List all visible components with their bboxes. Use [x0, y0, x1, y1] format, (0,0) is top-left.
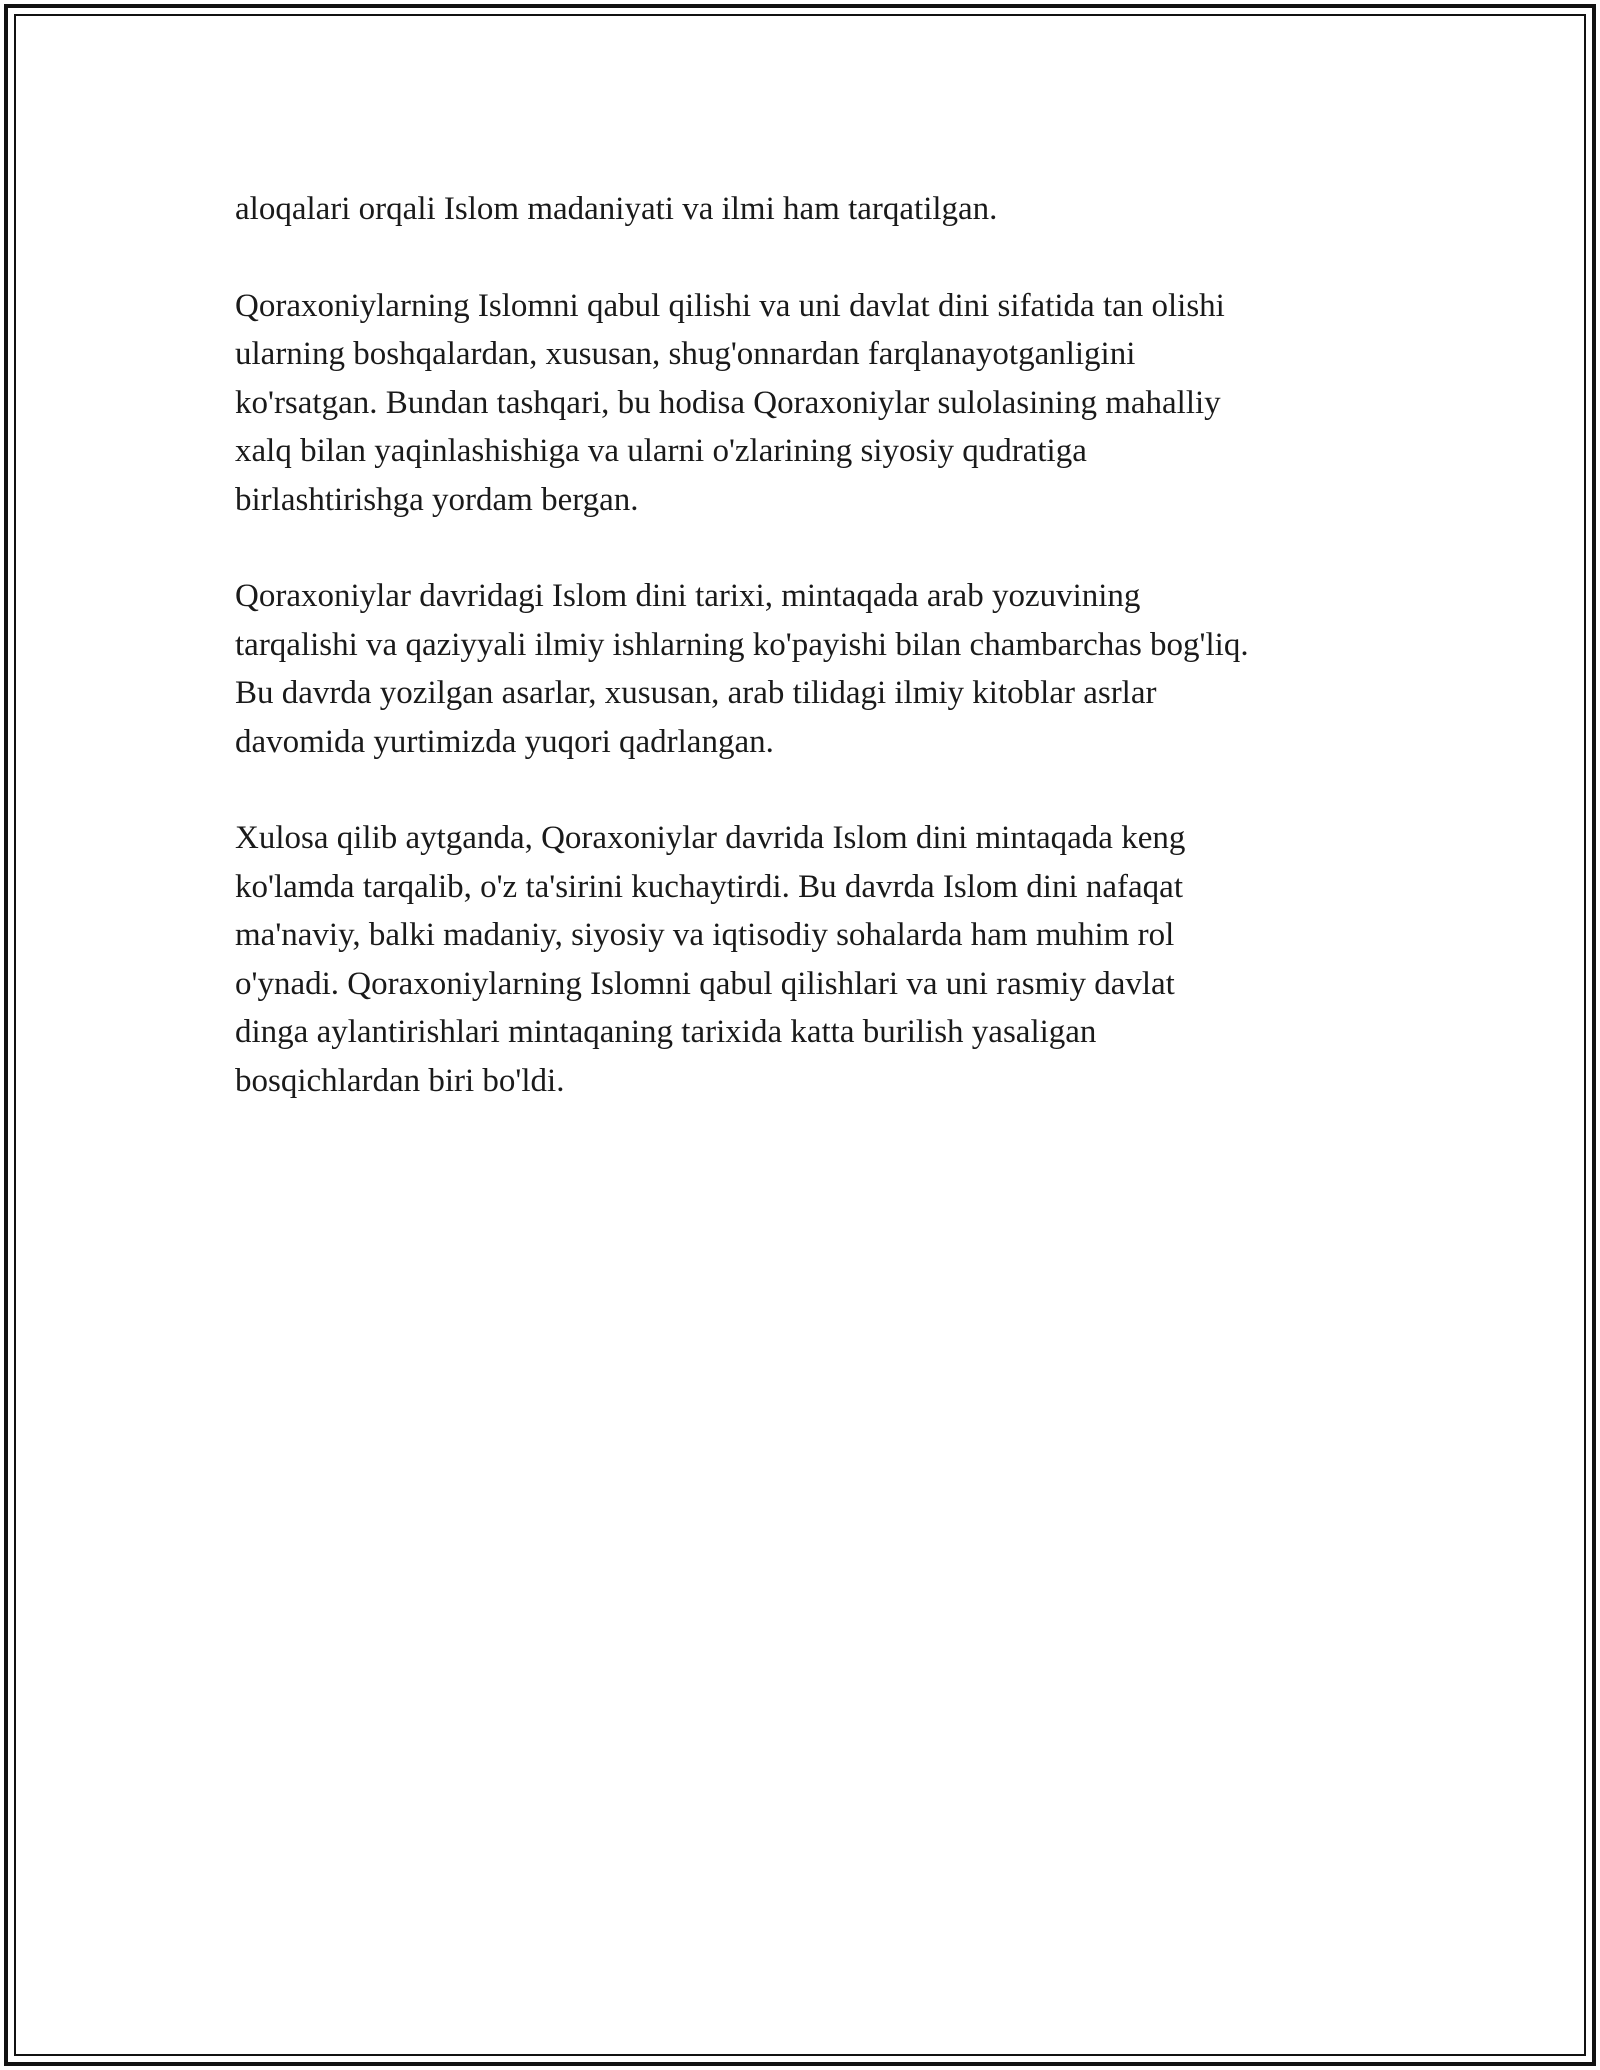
paragraph-4 [235, 814, 1385, 1105]
text-line: o'ynadi. Qoraxoniylarning Islomni qabul qilishlari va uni rasmiy davlat [235, 965, 1175, 1002]
text-line: ko'lamda tarqalib, o'z ta'sirini kuchaytirdi. Bu davrda Islom dini nafaqat [235, 868, 1183, 905]
text-line: xalq bilan yaqinlashishiga va ularni o'zlarining siyosiy qudratiga [235, 433, 1087, 469]
paragraph-1 [235, 185, 1385, 234]
text-line: dinga aylantirishlari mintaqaning tarixida katta burilish yasaligan [235, 1014, 1097, 1050]
text-line: ko'rsatgan. Bundan tashqari, bu hodisa Qoraxoniylar sulolasining mahalliy [235, 384, 1221, 421]
paragraph-3 [235, 572, 1385, 766]
text-line: Qoraxoniylarning Islomni qabul qilishi va uni davlat dini sifatida tan olishi [235, 287, 1225, 324]
document-body [235, 185, 1385, 1153]
paragraph-2 [235, 282, 1385, 525]
text-line: Xulosa qilib aytganda, Qoraxoniylar davrida Islom dini mintaqada keng [235, 820, 1186, 856]
text-line: birlashtirishga yordam bergan. [235, 481, 639, 518]
text-line: davomida yurtimizda yuqori qadrlangan. [235, 723, 774, 760]
text-line: ma'naviy, balki madaniy, siyosiy va iqtisodiy sohalarda ham muhim rol [235, 917, 1175, 953]
text-line: ularning boshqalardan, xususan, shug'onnardan farqlanayotganligini [235, 336, 1136, 372]
text-line: aloqalari orqali Islom madaniyati va ilmi ham tarqatilgan. [235, 191, 998, 227]
text-line: tarqalishi va qaziyyali ilmiy ishlarning ko'payishi bilan chambarchas bog'liq. [235, 626, 1249, 663]
text-line: Bu davrda yozilgan asarlar, xususan, arab tilidagi ilmiy kitoblar asrlar [235, 675, 1157, 711]
text-line: Qoraxoniylar davridagi Islom dini tarixi, mintaqada arab yozuvining [235, 578, 1141, 614]
text-line: bosqichlardan biri bo'ldi. [235, 1062, 565, 1099]
